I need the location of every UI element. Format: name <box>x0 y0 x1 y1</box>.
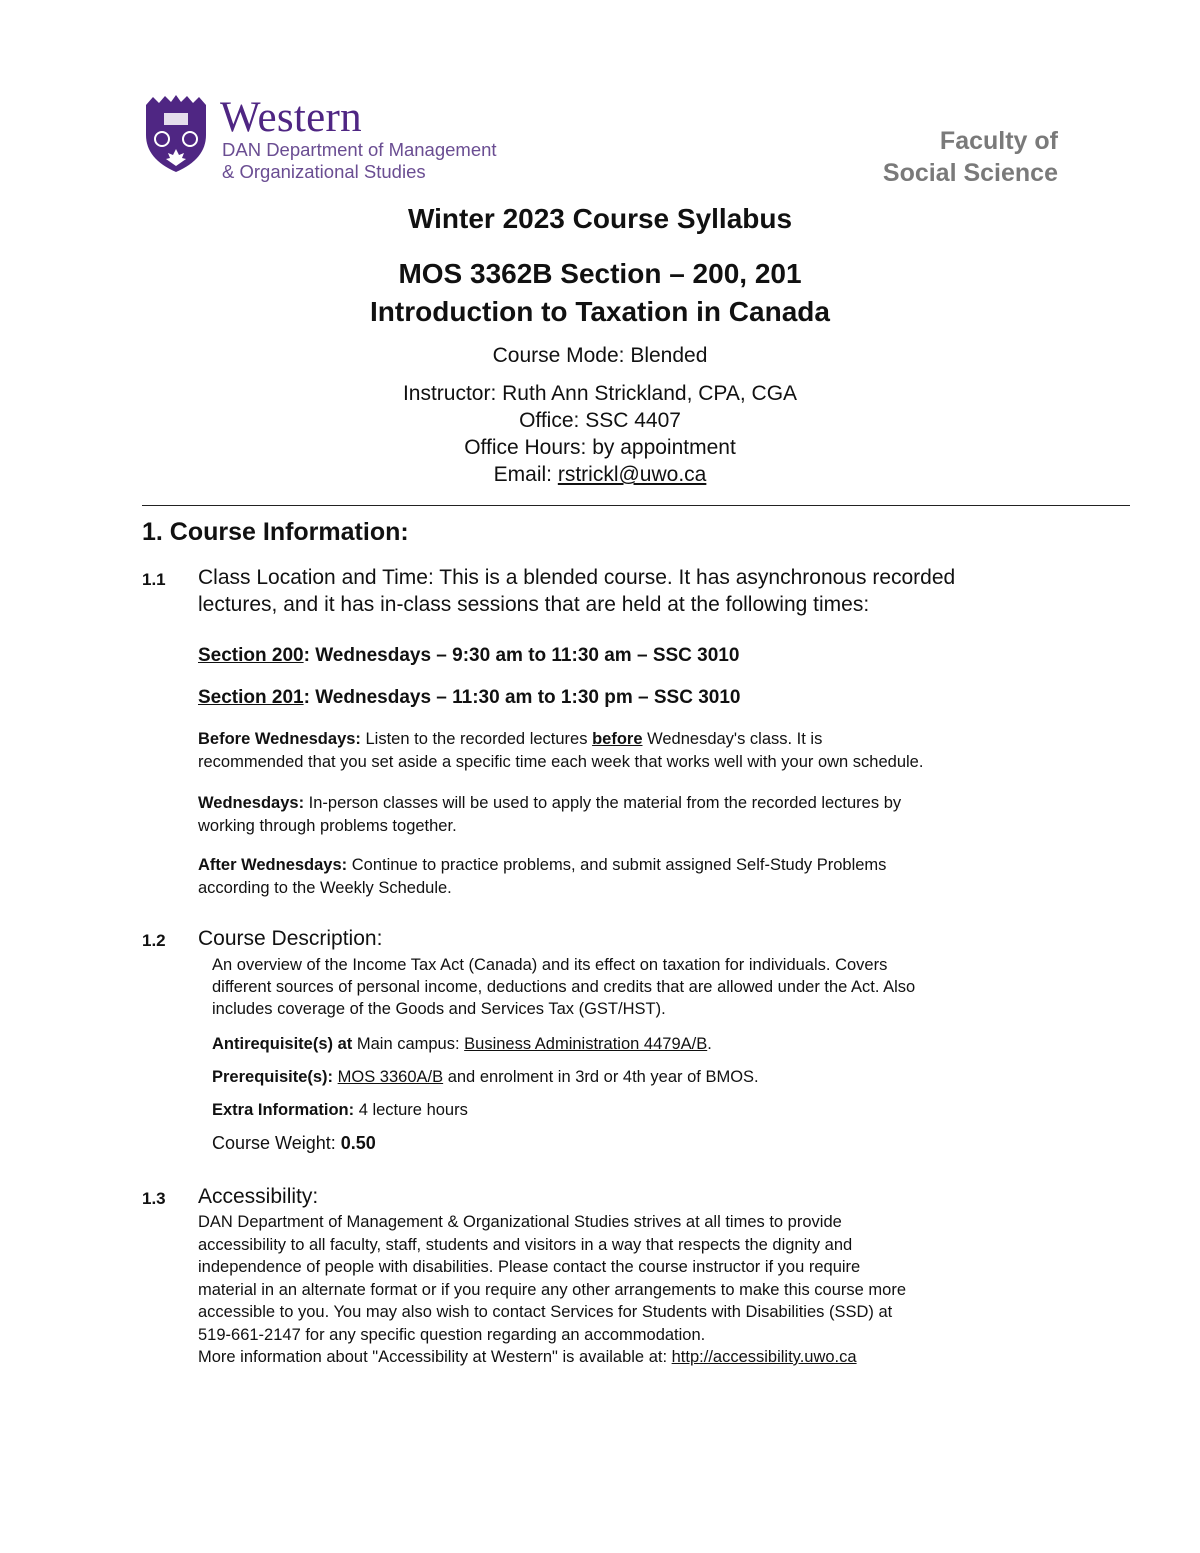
course-description-line2: different sources of personal income, deductions and credits that are allowed under the Act. Also <box>212 978 916 996</box>
after-wednesdays-line2: according to the Weekly Schedule. <box>198 879 452 897</box>
accessibility-line3: independence of people with disabilities. Please contact the course instructor if you require <box>198 1258 861 1276</box>
extra-information-line <box>212 1099 468 1122</box>
subsection-number-1-2: 1.2 <box>142 931 166 950</box>
section-200-schedule <box>198 645 739 667</box>
course-name-title: Introduction to Taxation in Canada <box>370 296 830 327</box>
faculty-line1: Faculty of <box>939 127 1058 155</box>
section-201-time: : Wednesdays – 11:30 am to 1:30 pm – SSC 3010 <box>303 687 741 708</box>
course-code-title: MOS 3362B Section – 200, 201 <box>398 258 802 289</box>
email-link[interactable]: rstrickl@uwo.ca <box>557 463 707 486</box>
prerequisite-link[interactable]: MOS 3360A/B <box>337 1068 444 1086</box>
extra-information-text: 4 lecture hours <box>354 1101 468 1119</box>
prerequisite-line <box>212 1066 759 1089</box>
wednesdays-text: In-person classes will be used to apply the material from the recorded lectures by <box>304 794 902 812</box>
subsection-title-course-description: Course Description: <box>198 927 383 950</box>
accessibility-line1: DAN Department of Management & Organizational Studies strives at all times to provide <box>198 1213 842 1231</box>
class-location-line1 <box>198 566 955 590</box>
prerequisite-label: Prerequisite(s): <box>212 1068 334 1086</box>
subsection-title-class-location: Class Location and Time: <box>198 566 434 589</box>
after-wednesdays-line1 <box>198 854 886 877</box>
before-wednesdays-line1 <box>198 728 822 751</box>
course-weight-label: Course Weight: <box>212 1133 341 1153</box>
after-wednesdays-label: After Wednesdays: <box>198 856 348 874</box>
class-location-text: This is a blended course. It has asynchronous recorded <box>433 566 956 589</box>
antirequisite-period: . <box>707 1035 712 1053</box>
before-wednesdays-line2: recommended that you set aside a specific time each week that works well with your own schedule. <box>198 753 924 771</box>
subsection-number-1-3: 1.3 <box>142 1189 166 1208</box>
logo-department-line1: DAN Department of Management <box>222 139 497 160</box>
course-weight-value: 0.50 <box>340 1133 376 1153</box>
syllabus-term-title: Winter 2023 Course Syllabus <box>407 203 793 234</box>
antirequisite-label: Antirequisite(s) at <box>212 1035 353 1053</box>
subsection-title-accessibility: Accessibility: <box>198 1185 319 1208</box>
instructor-line: Instructor: Ruth Ann Strickland, CPA, CGA <box>402 382 798 405</box>
before-wednesdays-text: Listen to the recorded lectures <box>360 730 593 748</box>
accessibility-line4: material in an alternate format or if you require any other arrangements to make this course more <box>198 1281 907 1299</box>
section-200-time: : Wednesdays – 9:30 am to 11:30 am – SSC 3010 <box>303 645 740 666</box>
course-description-line1: An overview of the Income Tax Act (Canada) and its effect on taxation for individuals. Covers <box>212 956 888 974</box>
before-wednesdays-text-end: Wednesday's class. It is <box>642 730 823 748</box>
accessibility-line2: accessibility to all faculty, staff, students and visitors in a way that respects the dignity and <box>198 1236 853 1254</box>
antirequisite-text: Main campus: <box>352 1035 465 1053</box>
subsection-number-1-1: 1.1 <box>142 570 166 589</box>
accessibility-more-info: More information about "Accessibility at Western" is available at: <box>198 1348 672 1366</box>
faculty-line2: Social Science <box>882 159 1058 187</box>
antirequisite-line <box>212 1033 712 1056</box>
western-logo <box>143 95 513 185</box>
before-emphasis: before <box>592 730 643 748</box>
course-mode: Course Mode: Blended <box>492 344 708 367</box>
section-heading-course-information: 1. Course Information: <box>142 518 409 546</box>
course-description-line3: includes coverage of the Goods and Services Tax (GST/HST). <box>212 1000 666 1018</box>
wednesdays-line1 <box>198 792 901 815</box>
section-200-label: Section 200 <box>198 645 304 666</box>
accessibility-line7 <box>198 1346 857 1369</box>
antirequisite-link[interactable]: Business Administration 4479A/B <box>464 1035 708 1053</box>
class-location-line2: lectures, and it has in-class sessions that are held at the following times: <box>198 593 870 616</box>
email-label: Email: <box>493 463 558 486</box>
after-wednesdays-text: Continue to practice problems, and submit assigned Self-Study Problems <box>347 856 887 874</box>
logo-wordmark: Western <box>220 94 362 141</box>
logo-department-line2: & Organizational Studies <box>222 161 426 182</box>
accessibility-line5: accessible to you. You may also wish to contact Services for Students with Disabilities (SSD) at <box>198 1303 893 1321</box>
faculty-label <box>883 125 1058 189</box>
header-divider <box>142 505 1130 506</box>
before-wednesdays-label: Before Wednesdays: <box>198 730 361 748</box>
section-201-schedule <box>198 687 740 709</box>
prerequisite-text: and enrolment in 3rd or 4th year of BMOS. <box>443 1068 759 1086</box>
office-hours-line: Office Hours: by appointment <box>464 436 736 459</box>
wednesdays-label: Wednesdays: <box>198 794 305 812</box>
section-201-label: Section 201 <box>198 687 304 708</box>
office-line: Office: SSC 4407 <box>519 409 681 432</box>
email-line <box>0 463 1200 487</box>
extra-information-label: Extra Information: <box>212 1101 355 1119</box>
accessibility-link[interactable]: http://accessibility.uwo.ca <box>671 1348 857 1366</box>
western-shield-icon <box>143 95 209 173</box>
course-weight-line <box>212 1133 376 1154</box>
wednesdays-line2: working through problems together. <box>198 817 457 835</box>
accessibility-line6: 519-661-2147 for any specific question regarding an accommodation. <box>198 1326 706 1344</box>
